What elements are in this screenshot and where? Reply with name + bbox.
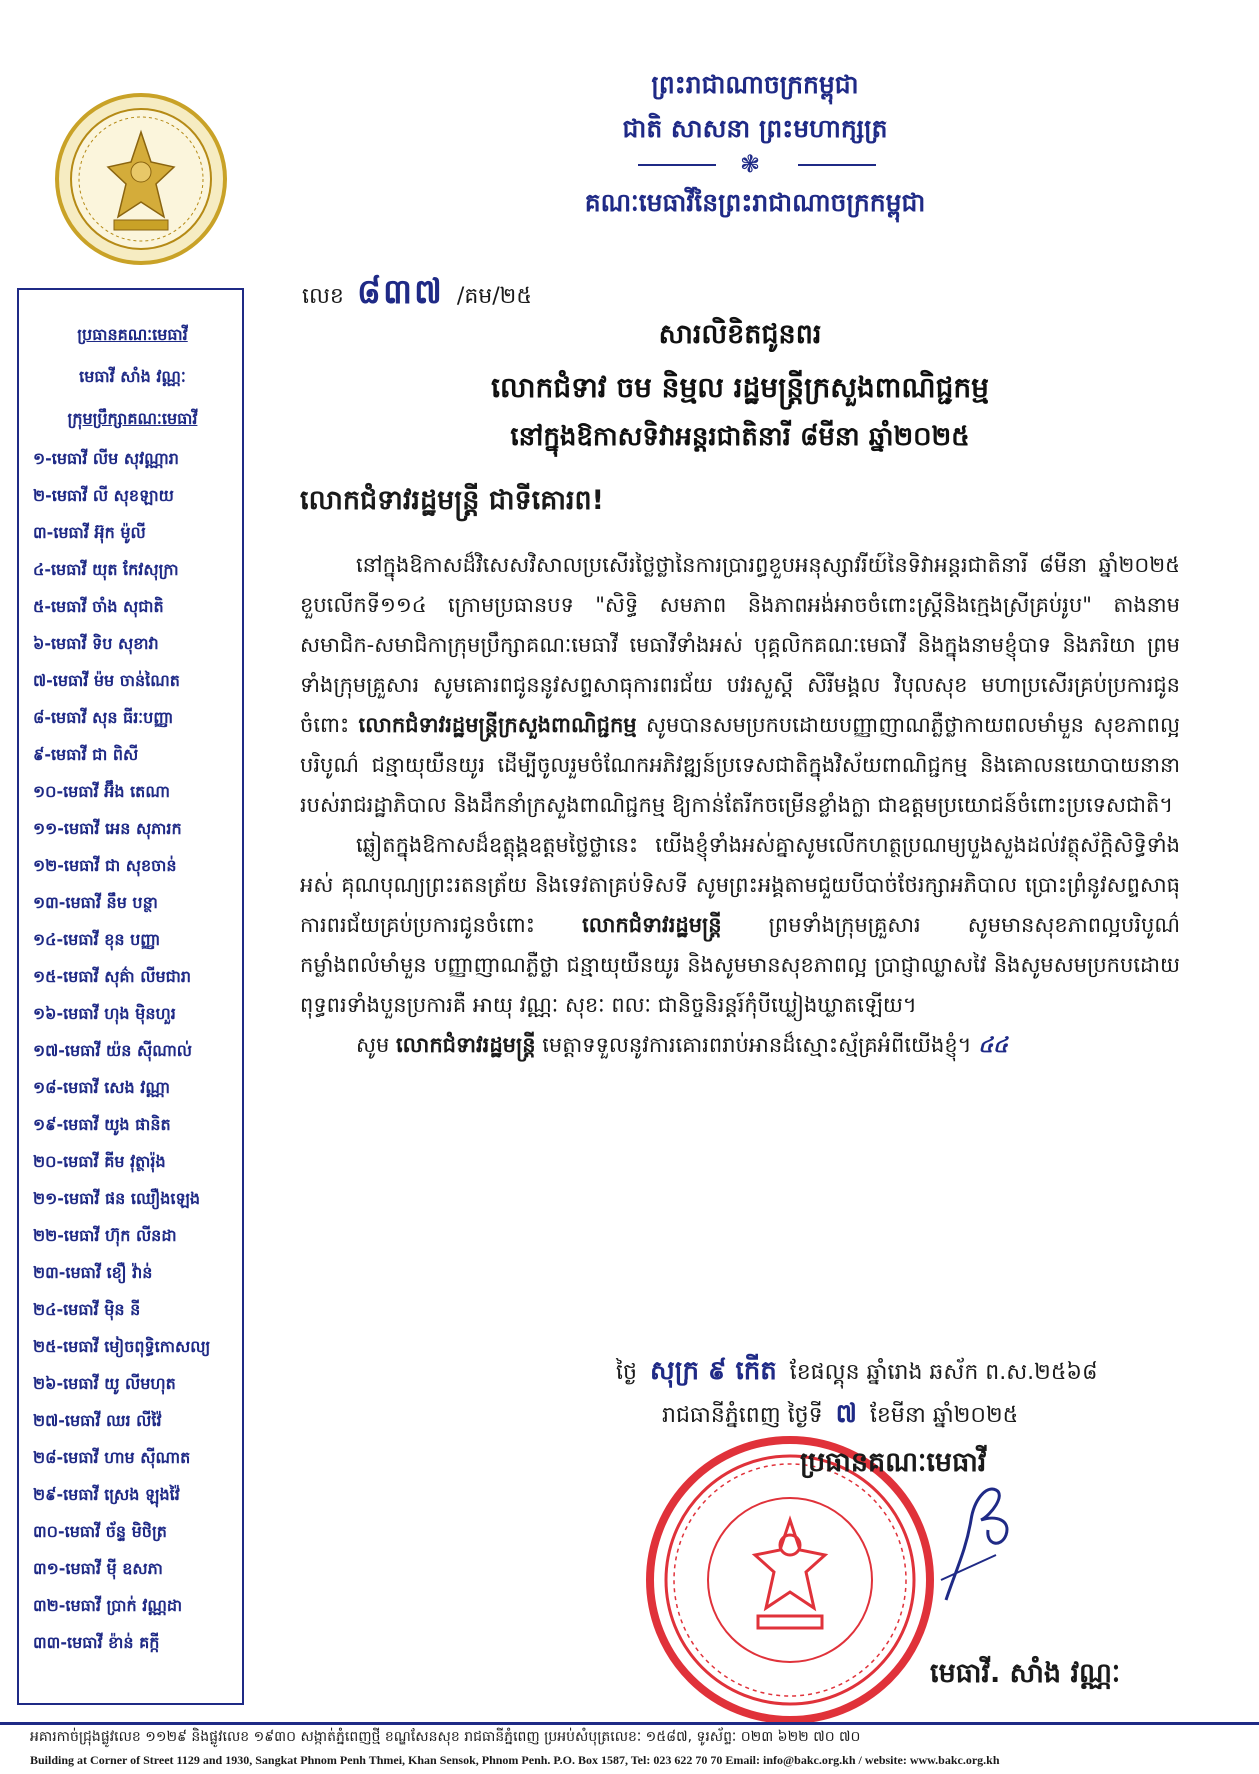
kingdom-title: ព្រះរាជាណាចក្រកម្ពុជា xyxy=(651,70,859,99)
lunar-day: សុក្រ ៩ កើត xyxy=(649,1356,777,1386)
council-member: ១៤-មេធាវី ខុន បញ្ញា xyxy=(33,930,161,949)
reference-value: ៨៣៧ xyxy=(356,272,444,312)
council-member: ៨-មេធាវី សុន ធីរៈបញ្ញា xyxy=(33,708,174,727)
paragraph-2-text-b: ព្រមទាំងក្រុមគ្រួសារ សូមមានសុខភាពល្អបរិបូណ៌ កម្លាំងពលំមាំមួន បញ្ញាញាណភ្លឺថ្លា ជន្មាយុយឺនយូរ និងសូមមានសុខភាពល្អ ប្រាជ្ញាឈ្លាសវៃ និងសូមសមប្រកបដោយពុទ្ធពរទាំងបួនប្រការគឺ អាយុ វណ្ណៈ សុខៈ ពលៈ ជានិច្ចនិរន្តរ៍កុំបីឃ្លៀងឃ្លាតឡើយ។ xyxy=(300,913,1180,1017)
council-member: ១២-មេធាវី ជា សុខចាន់ xyxy=(33,856,177,875)
paragraph-1-text-a: នៅក្នុងឱកាសដ៏វិសេសវិសាលប្រសើរថ្លៃថ្លានៃការប្រារព្ធខួបអនុស្សាវរីយ៍នៃទិវាអន្តរជាតិនារី ៨មីនា ឆ្នាំ២០២៥ ខួបលើកទី១១៤ ក្រោមប្រធានបទ "សិទ្ធិ សមភាព និងភាពអង់អាចចំពោះស្ត្រីនិងក្មេងស្រីគ្រប់រូប" តាងនាមសមាជិក-សមាជិកាក្រុមប្រឹក្សាគណៈមេធាវី មេធាវីទាំងអស់ បុគ្គលិកគណៈមេធាវី និងក្នុងនាមខ្ញុំបាទ និងភរិយា ព្រមទាំងក្រុមគ្រួសារ សូមគោរពជូននូវសព្ទសាធុការពរជ័យ បវរសួស្តី សិរីមង្គល វិបុលសុខ មហាប្រសើរគ្រប់ប្រការជូនចំពោះ xyxy=(300,553,1180,737)
council-member: ២០-មេធាវី គីម វុត្ថារ៉ុង xyxy=(33,1152,166,1171)
date-month-year: ខែមីនា ឆ្នាំ២០២៥ xyxy=(869,1403,1019,1428)
bar-association-logo xyxy=(54,92,228,266)
council-member: ៣២-មេធាវី ប្រាក់ វណ្ណដា xyxy=(33,1596,183,1615)
council-member: ៣៣-មេធាវី ខ៉ាន់ គក្កី xyxy=(33,1633,160,1652)
paragraph-3-text-b: មេត្តាទទួលនូវការគោរពរាប់អានដ៏ស្មោះស្ម័គ្រអំពីយើងខ្ញុំ។ xyxy=(542,1033,972,1057)
handwritten-mark: ៤៤ xyxy=(978,1033,1008,1057)
letter-recipient: លោកជំទាវ ចម និម្មល រដ្ឋមន្ត្រីក្រសួងពាណិជ្ជកម្ម xyxy=(491,371,989,404)
paragraph-2 xyxy=(300,825,1180,1025)
footer-divider xyxy=(0,1722,1259,1725)
council-member: ២៨-មេធាវី ហាម ស៊ីណាត xyxy=(33,1448,191,1467)
handwritten-signature xyxy=(926,1460,1026,1610)
header-ornament xyxy=(520,150,990,180)
reference-number xyxy=(302,270,532,320)
council-member-list xyxy=(33,440,232,1661)
paragraph-2-text-a: ឆ្លៀតក្នុងឱកាសដ៏ឧត្តុង្គឧត្តមថ្លៃថ្លានេះ យើងខ្ញុំទាំងអស់គ្នាសូមលើកហត្ថប្រណម្យបួងសួងដល់វត្ថុស័ក្តិសិទ្ធិទាំងអស់ គុណបុណ្យព្រះរតនត្រ័យ និងទេវតាគ្រប់ទិសទី សូមព្រះអង្គតាមជួយបីបាច់ថែរក្សាអភិបាល ប្រោះព្រំនូវសព្ទសាធុការពរជ័យគ្រប់ប្រការជូនចំពោះ xyxy=(300,833,1180,937)
council-member: ២៤-មេធាវី ម៉ិន នី xyxy=(33,1300,141,1319)
council-member: ២៦-មេធាវី យូ លីមហុត xyxy=(33,1374,176,1393)
signer-title: ប្រធានគណៈមេធាវី xyxy=(800,1447,987,1478)
council-member: ៥-មេធាវី ចាំង សុជាតិ xyxy=(33,597,164,616)
council-member: ៤-មេធាវី យុត កែវសុក្រា xyxy=(33,560,179,579)
letter-title: សារលិខិតជូនពរ xyxy=(658,319,822,350)
council-member: ២១-មេធាវី ផន ឈឿងឡេង xyxy=(33,1189,201,1208)
lunar-date xyxy=(616,1354,1098,1392)
signer-name: មេធាវី. សាំង វណ្ណៈ xyxy=(930,1658,1121,1689)
president-heading: ប្រធានគណៈមេធាវី xyxy=(77,325,188,344)
paragraph-2-bold: លោកជំទាវរដ្ឋមន្ត្រី xyxy=(582,913,722,937)
council-member: ៩-មេធាវី ជា ពិសី xyxy=(33,745,139,764)
council-member: ៦-មេធាវី ទិប សុខាវា xyxy=(33,634,159,653)
place-prefix: រាជធានីភ្នំពេញ ថ្ងៃទី xyxy=(662,1403,823,1428)
president-name: មេធាវី សាំង វណ្ណៈ xyxy=(79,367,186,386)
council-member: ២២-មេធាវី ហ៊ុក លីនដា xyxy=(33,1226,177,1245)
council-sidebar xyxy=(17,288,244,1705)
council-member: ៧-មេធាវី ម៉ម ចាន់ណៃត xyxy=(33,671,180,690)
council-member: ១៣-មេធាវី នឹម បន្ថា xyxy=(33,893,158,912)
reference-prefix: លេខ xyxy=(302,284,344,309)
paragraph-1-bold: លោកជំទាវរដ្ឋមន្ត្រីក្រសួងពាណិជ្ជកម្ម xyxy=(358,713,637,737)
council-member: ១៧-មេធាវី យ៉ន ស៊ីណាល់ xyxy=(33,1041,193,1060)
paragraph-3-text-a: សូម xyxy=(356,1033,390,1057)
organization-name: គណៈមេធាវីនៃព្រះរាជាណាចក្រកម្ពុជា xyxy=(584,188,926,217)
salutation: លោកជំទាវរដ្ឋមន្ត្រី ជាទីគោរព! xyxy=(300,485,604,516)
council-member: ២-មេធាវី លី សុខឡាយ xyxy=(33,486,174,505)
national-motto: ជាតិ សាសនា ព្រះមហាក្សត្រ xyxy=(622,114,888,143)
council-member: ២៣-មេធាវី ខឿ វ៉ាន់ xyxy=(33,1263,153,1282)
letter-body xyxy=(300,545,1180,1065)
council-member: ២៧-មេធាវី ឈរ លីវ៉ៃ xyxy=(33,1411,162,1430)
paragraph-1-text-b: សូមបានសមប្រកបដោយបញ្ញាញាណភ្លឺថ្លាកាយពលមាំមួន សុខភាពល្អបរិបូណ៌ ជន្មាយុយឺនយូរ ដើម្បីចូលរួមចំណែកអភិវឌ្ឍន៍ប្រទេសជាតិក្នុងវិស័យពាណិជ្ជកម្ម និងគោលនយោបាយនានារបស់រាជរដ្ឋាភិបាល និងដឹកនាំក្រសួងពាណិជ្ជកម្ម ឱ្យកាន់តែរីកចម្រើនខ្លាំងក្លា ជាឧត្តមប្រយោជន៍ចំពោះប្រទេសជាតិ។ xyxy=(300,713,1180,817)
council-member: ១០-មេធាវី អ៊ឹង តេណា xyxy=(33,782,170,801)
council-member: ១៩-មេធាវី យូង ផានិត xyxy=(33,1115,171,1134)
council-member: ១៥-មេធាវី សុគ៌ា លីមជារា xyxy=(33,967,192,986)
paragraph-3-bold: លោកជំទាវរដ្ឋមន្ត្រី xyxy=(396,1033,536,1057)
date-day: ៧ xyxy=(835,1399,857,1429)
footer-address-khmer: អគារកាច់ជ្រុងផ្លូវលេខ ១១២៩ និងផ្លូវលេខ ១៩៣០ សង្កាត់ភ្នំពេញថ្មី ខណ្ឌសែនសុខ រាជធានីភ្នំពេញ ប្រអប់សំបុត្រលេខៈ ១៥៨៧, ទូរស័ព្ទៈ ០២៣ ៦២២ ៧០ ៧០ xyxy=(30,1729,861,1745)
lunar-date-prefix: ថ្ងៃ xyxy=(616,1360,637,1385)
letter-occasion: នៅក្នុងឱកាសទិវាអន្តរជាតិនារី ៨មីនា ឆ្នាំ២០២៥ xyxy=(510,422,970,452)
council-heading: ក្រុមប្រឹក្សាគណៈមេធាវី xyxy=(67,409,198,428)
council-member: ៣១-មេធាវី ម៉ី ឧសភា xyxy=(33,1559,163,1578)
footer-address-english: Building at Corner of Street 1129 and 1930, Sangkat Phnom Penh Thmei, Khan Sensok, Phnom Penh. P.O. Box 1587, Tel: 023 622 70 70 Email: info@bakc.org.kh / website: www.bakc.org.kh xyxy=(30,1753,1000,1767)
council-member: ៣-មេធាវី អ៊ុក ម៉ូលី xyxy=(33,523,146,542)
council-member: ១-មេធាវី លីម សុវណ្ណារា xyxy=(33,449,179,468)
council-member: ១១-មេធាវី អេន សុភារក xyxy=(33,819,182,838)
lunar-date-rest: ខែផល្គុន ឆ្នាំរោង ឆស័ក ព.ស.២៥៦៨ xyxy=(789,1360,1098,1385)
letterhead xyxy=(520,62,990,226)
reference-suffix: /គម/២៥ xyxy=(456,284,532,309)
paragraph-1 xyxy=(300,545,1180,825)
council-member: ១៨-មេធាវី សេង វណ្ណា xyxy=(33,1078,170,1097)
ornament-icon: ❃ xyxy=(740,150,761,178)
council-member: ៣០-មេធាវី ច័ន្ទ មិថិត្រ xyxy=(33,1522,167,1541)
council-member: ១៦-មេធាវី ហុង ម៉ិនហួរ xyxy=(33,1004,176,1023)
council-member: ២៩-មេធាវី ស្រេង ឡុងវ៉ៃ xyxy=(33,1485,180,1504)
paragraph-3 xyxy=(300,1025,1180,1065)
council-member: ២៥-មេធាវី មៀចពុទ្ធិកោសល្យ xyxy=(33,1337,211,1356)
